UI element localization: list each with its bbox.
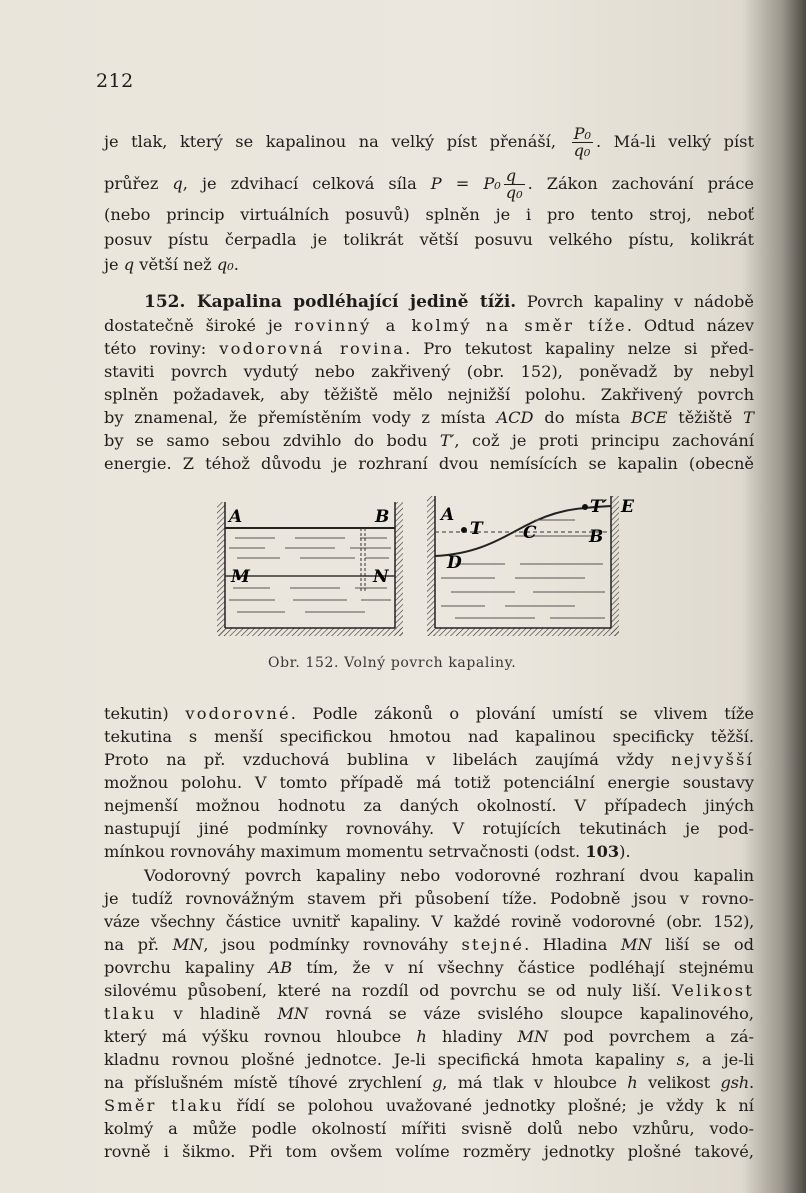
fraction-p0-q0: $\frac{\text{P₀}}{\text{q₀}}$ — [573, 124, 591, 160]
text-line: váze všechny částice uvnitř kapaliny. V každé rovině vodorovné (obr. 152), — [104, 912, 754, 931]
text-line: energie. Z téhož důvodu je rozhraní dvou nemísících se kapalin (obecně — [104, 454, 754, 473]
text-line: staviti povrch vydutý nebo zakřivený (obr. 152), poněvadž by nebyl — [104, 362, 754, 381]
label-e: E — [621, 497, 634, 517]
text-line: tekutina s menší specifickou hmotou nad kapalinou specificky těžší. — [104, 727, 754, 746]
label-t-prime: T′ — [590, 497, 608, 517]
text-line: je tudíž rovnovážným stavem při působení tíže. Podobně jsou v rovno- — [104, 889, 754, 908]
text-line: 152. Kapalina podléhající jedině tíži. Povrch kapaliny v nádobě — [144, 292, 754, 312]
body-paragraph — [104, 702, 754, 863]
text-line: dostatečně široké je rovinný a kolmý na směr tíže. Odtud název — [104, 316, 754, 335]
figure-caption: Obr. 152. Volný povrch kapaliny. — [268, 655, 517, 671]
text-line: silovému působení, které na rozdíl od povrchu se od nuly liší. Velikost — [104, 981, 754, 1000]
text-line: tekutin) vodorovné. Podle zákonů o plování umístí se vlivem tíže — [104, 704, 754, 723]
label-n: N — [373, 567, 389, 587]
left-vessel — [217, 502, 403, 636]
label-c: C — [523, 523, 537, 543]
figure-152 — [215, 492, 635, 642]
label-m: M — [231, 567, 250, 587]
label-a: A — [229, 507, 243, 527]
text-line: je tlak, který se kapalinou na velký píst přenáší, $\frac{\text{P₀}}{\text{q₀}}$ . Má-li velký píst — [104, 124, 754, 160]
top-paragraph — [104, 120, 754, 277]
right-vessel — [427, 496, 635, 636]
body-paragraph-2 — [104, 864, 754, 1163]
text-line: (nebo princip virtuálních posuvů) splněn je i pro tento stroj, neboť — [104, 205, 754, 224]
text-line: rovně i šikmo. Při tom ovšem volíme rozměry jednotky plošné takové, — [104, 1142, 754, 1161]
text-line: možnou polohu. V tomto případě má totiž potenciální energie soustavy — [104, 773, 754, 792]
text-line: je q větší než q₀. — [104, 255, 239, 274]
text-line: nastupují jiné podmínky rovnováhy. V rotujících tekutinách je pod- — [104, 819, 754, 838]
text-line: by se samo sebou zdvihlo do bodu T′, což je proti principu zachování — [104, 431, 754, 450]
label-b-right: B — [589, 527, 604, 547]
text-line: by znamenal, že přemístěním vody z místa ACD do místa BCE těžiště T — [104, 408, 754, 427]
label-a-right: A — [441, 505, 455, 525]
text-line: kladnu rovnou plošné jednotce. Je-li specifická hmota kapaliny s, a je-li — [104, 1050, 755, 1069]
label-b: B — [375, 507, 390, 527]
fraction-q-q0: $\frac{q}{\text{q₀}}$ — [505, 166, 523, 202]
page-number: 212 — [96, 70, 134, 92]
text-line: posuv pístu čerpadla je tolikrát větší posuvu velkého pístu, kolikrát — [104, 230, 754, 249]
text-line: kolmý a může podle okolností mířiti svisně dolů nebo vzhůru, vodo- — [104, 1119, 754, 1138]
section-paragraph — [104, 290, 754, 475]
text-line: povrchu kapaliny AB tím, že v ní všechny částice podléhají stejnému — [104, 958, 754, 977]
text-line: splněn požadavek, aby těžiště mělo nejnižší polohu. Zakřivený povrch — [104, 385, 754, 404]
text-line: mínkou rovnováhy maximum momentu setrvačnosti (odst. 103). — [104, 842, 631, 861]
text-line: Vodorovný povrch kapaliny nebo vodorovné rozhraní dvou kapalin — [144, 866, 754, 885]
label-d: D — [447, 553, 462, 573]
text-line: Směr tlaku řídí se polohou uvažované jednotky plošné; je vždy k ní — [104, 1096, 754, 1115]
label-t: T — [470, 519, 483, 539]
text-line: na př. MN, jsou podmínky rovnováhy stejné. Hladina MN liší se od — [104, 935, 754, 954]
text-line: této roviny: vodorovná rovina. Pro tekutost kapaliny nelze si před- — [104, 339, 755, 358]
text-line: na příslušném místě tíhové zrychlení g, má tlak v hloubce h velikost gsh. — [104, 1073, 754, 1092]
text-line: který má výšku rovnou hloubce h hladiny MN pod povrchem a zá- — [104, 1027, 755, 1046]
text-line: tlaku v hladině MN rovná se váze svislého sloupce kapalinového, — [104, 1004, 754, 1023]
text-line: Proto na př. vzduchová bublina v libelách zaujímá vždy nejvyšší — [104, 750, 754, 769]
text-line: průřez q, je zdvihací celková síla P = P₀ $\frac{q}{\text{q₀}}$ . Zákon zachování práce — [104, 166, 754, 202]
section-heading: 152. Kapalina podléhající jedině tíži. — [144, 292, 517, 312]
text-line: nejmenší možnou hodnotu za daných okolností. V případech jiných — [104, 796, 754, 815]
